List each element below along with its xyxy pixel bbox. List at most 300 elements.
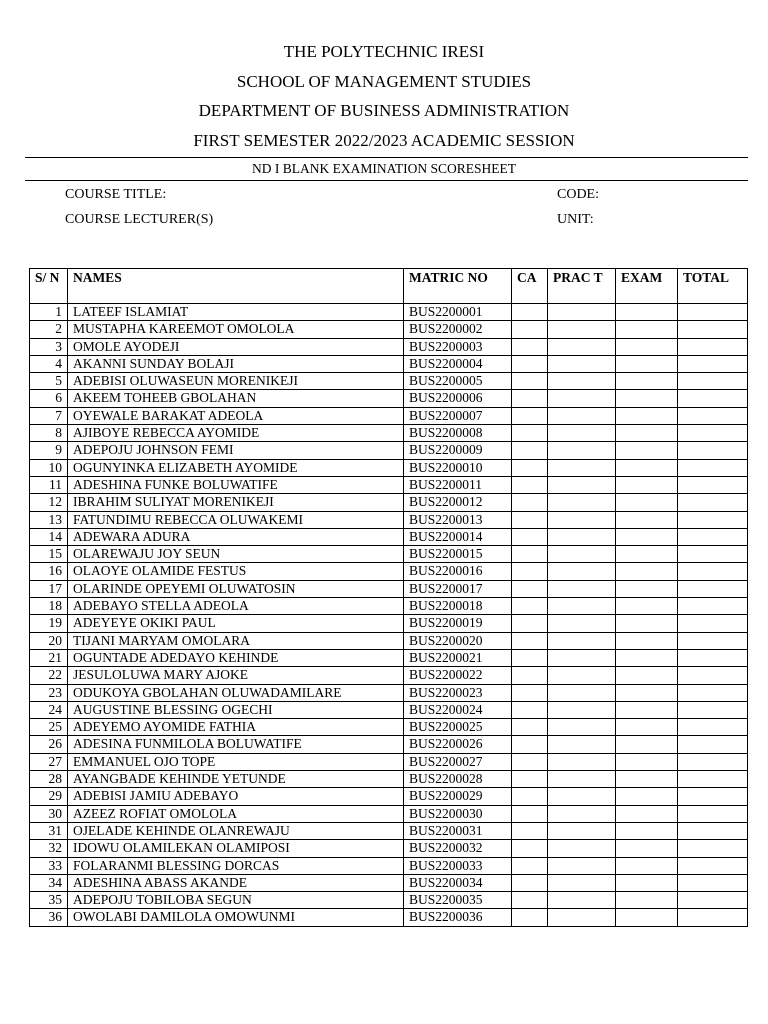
pract-score-cell[interactable] [548,407,616,424]
ca-score-cell[interactable] [512,615,548,632]
total-score-cell[interactable] [678,425,748,442]
total-score-cell[interactable] [678,788,748,805]
matric-cell: BUS2200012 [404,494,512,511]
exam-score-cell[interactable] [616,771,678,788]
exam-score-cell[interactable] [616,511,678,528]
pract-score-cell[interactable] [548,701,616,718]
total-score-cell[interactable] [678,874,748,891]
table-row [30,563,748,580]
department-name: DEPARTMENT OF BUSINESS ADMINISTRATION [198,101,570,120]
ca-score-cell[interactable] [512,476,548,493]
school-name: SCHOOL OF MANAGEMENT STUDIES [236,72,532,91]
table-row [30,701,748,718]
sn-cell: 14 [30,528,68,545]
total-score-cell[interactable] [678,615,748,632]
sn-cell: 1 [30,304,68,321]
pract-score-cell[interactable] [548,736,616,753]
table-row [30,874,748,891]
top-divider [25,157,748,158]
total-score-cell[interactable] [678,321,748,338]
pract-score-cell[interactable] [548,857,616,874]
sn-cell: 30 [30,805,68,822]
ca-score-cell[interactable] [512,459,548,476]
ca-score-cell[interactable] [512,355,548,372]
exam-score-cell[interactable] [616,632,678,649]
exam-score-cell[interactable] [616,407,678,424]
total-score-cell[interactable] [678,355,748,372]
total-score-cell[interactable] [678,563,748,580]
exam-score-cell[interactable] [616,494,678,511]
table-row [30,580,748,597]
matric-cell: BUS2200009 [404,442,512,459]
total-score-cell[interactable] [678,667,748,684]
pract-score-cell[interactable] [548,321,616,338]
ca-score-cell[interactable] [512,701,548,718]
sn-cell: 33 [30,857,68,874]
sn-cell: 22 [30,667,68,684]
table-row [30,892,748,909]
name-cell: FOLARANMI BLESSING DORCAS [68,857,404,874]
name-cell: JESULOLUWA MARY AJOKE [68,667,404,684]
pract-score-cell[interactable] [548,442,616,459]
total-score-cell[interactable] [678,771,748,788]
matric-cell: BUS2200017 [404,580,512,597]
sn-cell: 4 [30,355,68,372]
name-cell: OLARINDE OPEYEMI OLUWATOSIN [68,580,404,597]
name-cell: FATUNDIMU REBECCA OLUWAKEMI [68,511,404,528]
sn-cell: 27 [30,753,68,770]
name-cell: OJELADE KEHINDE OLANREWAJU [68,822,404,839]
pract-score-cell[interactable] [548,563,616,580]
name-cell: ADEPOJU TOBILOBA SEGUN [68,892,404,909]
name-cell: IBRAHIM SULIYAT MORENIKEJI [68,494,404,511]
sn-cell: 15 [30,546,68,563]
total-score-cell[interactable] [678,892,748,909]
pract-score-cell[interactable] [548,459,616,476]
name-cell: ADEYEYE OKIKI PAUL [68,615,404,632]
pract-score-cell[interactable] [548,874,616,891]
name-cell: LATEEF ISLAMIAT [68,304,404,321]
table-row [30,459,748,476]
sn-cell: 24 [30,701,68,718]
matric-cell: BUS2200026 [404,736,512,753]
pract-score-cell[interactable] [548,580,616,597]
pract-score-cell[interactable] [548,355,616,372]
ca-score-cell[interactable] [512,822,548,839]
matric-cell: BUS2200010 [404,459,512,476]
exam-score-cell[interactable] [616,390,678,407]
total-score-cell[interactable] [678,304,748,321]
exam-score-cell[interactable] [616,805,678,822]
matric-cell: BUS2200023 [404,684,512,701]
exam-score-cell[interactable] [616,321,678,338]
sn-cell: 2 [30,321,68,338]
pract-score-cell[interactable] [548,528,616,545]
matric-cell: BUS2200003 [404,338,512,355]
sn-cell: 32 [30,840,68,857]
total-score-cell[interactable] [678,719,748,736]
sn-cell: 18 [30,598,68,615]
name-cell: AKEEM TOHEEB GBOLAHAN [68,390,404,407]
code-label: CODE: [557,187,599,202]
exam-score-cell[interactable] [616,719,678,736]
total-score-cell[interactable] [678,546,748,563]
matric-cell: BUS2200014 [404,528,512,545]
matric-cell: BUS2200029 [404,788,512,805]
matric-cell: BUS2200033 [404,857,512,874]
total-score-cell[interactable] [678,442,748,459]
name-cell: AUGUSTINE BLESSING OGECHI [68,701,404,718]
ca-score-cell[interactable] [512,580,548,597]
ca-score-cell[interactable] [512,511,548,528]
matric-cell: BUS2200015 [404,546,512,563]
table-row [30,615,748,632]
ca-score-cell[interactable] [512,321,548,338]
table-row [30,373,748,390]
table-row [30,736,748,753]
name-cell: ADEBISI OLUWASEUN MORENIKEJI [68,373,404,390]
total-score-cell[interactable] [678,857,748,874]
name-cell: ADESHINA ABASS AKANDE [68,874,404,891]
ca-score-cell[interactable] [512,407,548,424]
exam-score-cell[interactable] [616,684,678,701]
pract-score-cell[interactable] [548,892,616,909]
pract-score-cell[interactable] [548,753,616,770]
pract-score-cell[interactable] [548,667,616,684]
matric-cell: BUS2200025 [404,719,512,736]
name-cell: OGUNTADE ADEDAYO KEHINDE [68,649,404,666]
sheet-title: ND I BLANK EXAMINATION SCORESHEET [252,161,516,176]
ca-score-cell[interactable] [512,338,548,355]
exam-score-cell[interactable] [616,892,678,909]
exam-score-cell[interactable] [616,736,678,753]
table-row [30,788,748,805]
ca-score-cell[interactable] [512,373,548,390]
name-cell: TIJANI MARYAM OMOLARA [68,632,404,649]
table-row [30,857,748,874]
total-score-cell[interactable] [678,407,748,424]
table-row [30,771,748,788]
total-score-cell[interactable] [678,632,748,649]
course-lecturer-label: COURSE LECTURER(S) [65,212,214,227]
name-cell: AJIBOYE REBECCA AYOMIDE [68,425,404,442]
matric-cell: BUS2200024 [404,701,512,718]
table-row [30,598,748,615]
table-row [30,442,748,459]
name-cell: ADEPOJU JOHNSON FEMI [68,442,404,459]
exam-score-cell[interactable] [616,667,678,684]
exam-score-cell[interactable] [616,528,678,545]
ca-score-cell[interactable] [512,736,548,753]
name-cell: ADEWARA ADURA [68,528,404,545]
exam-score-cell[interactable] [616,753,678,770]
total-score-cell[interactable] [678,373,748,390]
pract-score-cell[interactable] [548,788,616,805]
matric-cell: BUS2200028 [404,771,512,788]
table-row [30,494,748,511]
table-header-row [30,269,748,304]
total-score-cell[interactable] [678,805,748,822]
matric-cell: BUS2200008 [404,425,512,442]
matric-cell: BUS2200007 [404,407,512,424]
table-row [30,407,748,424]
ca-score-cell[interactable] [512,563,548,580]
exam-score-cell[interactable] [616,546,678,563]
ca-score-cell[interactable] [512,753,548,770]
ca-score-cell[interactable] [512,667,548,684]
exam-score-cell[interactable] [616,304,678,321]
matric-cell: BUS2200035 [404,892,512,909]
ca-score-cell[interactable] [512,909,548,926]
table-row [30,909,748,926]
exam-score-cell[interactable] [616,580,678,597]
name-cell: OLAOYE OLAMIDE FESTUS [68,563,404,580]
sn-cell: 23 [30,684,68,701]
unit-label: UNIT: [557,212,594,227]
name-cell: OGUNYINKA ELIZABETH AYOMIDE [68,459,404,476]
bottom-divider [25,180,748,181]
name-cell: OYEWALE BARAKAT ADEOLA [68,407,404,424]
course-title-label: COURSE TITLE: [65,187,167,202]
exam-score-cell[interactable] [616,788,678,805]
total-score-cell[interactable] [678,459,748,476]
table-row [30,667,748,684]
ca-score-cell[interactable] [512,598,548,615]
total-score-cell[interactable] [678,753,748,770]
pract-score-cell[interactable] [548,840,616,857]
name-cell: AYANGBADE KEHINDE YETUNDE [68,771,404,788]
pract-score-cell[interactable] [548,649,616,666]
table-row [30,528,748,545]
exam-score-cell[interactable] [616,874,678,891]
ca-score-cell[interactable] [512,684,548,701]
total-score-cell[interactable] [678,511,748,528]
exam-score-cell[interactable] [616,459,678,476]
name-cell: ADEYEMO AYOMIDE FATHIA [68,719,404,736]
total-score-cell[interactable] [678,338,748,355]
ca-score-cell[interactable] [512,425,548,442]
exam-score-cell[interactable] [616,355,678,372]
ca-score-cell[interactable] [512,874,548,891]
pract-score-cell[interactable] [548,476,616,493]
pract-score-cell[interactable] [548,304,616,321]
sn-cell: 16 [30,563,68,580]
table-row [30,805,748,822]
matric-cell: BUS2200032 [404,840,512,857]
sn-cell: 3 [30,338,68,355]
exam-score-cell[interactable] [616,598,678,615]
pract-score-cell[interactable] [548,494,616,511]
pract-score-cell[interactable] [548,805,616,822]
name-cell: ADEBISI JAMIU ADEBAYO [68,788,404,805]
table-row [30,390,748,407]
name-cell: EMMANUEL OJO TOPE [68,753,404,770]
sn-cell: 12 [30,494,68,511]
name-cell: OLAREWAJU JOY SEUN [68,546,404,563]
sn-cell: 7 [30,407,68,424]
sn-cell: 13 [30,511,68,528]
pract-score-cell[interactable] [548,771,616,788]
exam-score-cell[interactable] [616,822,678,839]
name-cell: AZEEZ ROFIAT OMOLOLA [68,805,404,822]
pract-score-cell[interactable] [548,909,616,926]
sn-cell: 34 [30,874,68,891]
matric-cell: BUS2200022 [404,667,512,684]
table-row [30,304,748,321]
ca-score-cell[interactable] [512,649,548,666]
name-cell: ADESINA FUNMILOLA BOLUWATIFE [68,736,404,753]
name-cell: ADEBAYO STELLA ADEOLA [68,598,404,615]
sn-cell: 36 [30,909,68,926]
table-row [30,511,748,528]
total-score-cell[interactable] [678,528,748,545]
matric-cell: BUS2200002 [404,321,512,338]
exam-score-cell[interactable] [616,857,678,874]
pract-score-cell[interactable] [548,390,616,407]
sn-cell: 35 [30,892,68,909]
name-cell: OWOLABI DAMILOLA OMOWUNMI [68,909,404,926]
table-row [30,476,748,493]
matric-cell: BUS2200004 [404,355,512,372]
matric-cell: BUS2200030 [404,805,512,822]
table-row [30,546,748,563]
total-score-cell[interactable] [678,840,748,857]
pract-score-cell[interactable] [548,373,616,390]
total-score-cell[interactable] [678,649,748,666]
ca-score-cell[interactable] [512,719,548,736]
ca-score-cell[interactable] [512,442,548,459]
ca-score-cell[interactable] [512,390,548,407]
total-score-cell[interactable] [678,684,748,701]
exam-score-cell[interactable] [616,425,678,442]
ca-score-cell[interactable] [512,771,548,788]
matric-cell: BUS2200027 [404,753,512,770]
pract-score-cell[interactable] [548,822,616,839]
matric-cell: BUS2200019 [404,615,512,632]
matric-cell: BUS2200018 [404,598,512,615]
matric-cell: BUS2200006 [404,390,512,407]
sn-cell: 26 [30,736,68,753]
total-score-cell[interactable] [678,822,748,839]
total-header: TOTAL [678,269,748,304]
table-row [30,822,748,839]
ca-score-cell[interactable] [512,857,548,874]
ca-score-cell[interactable] [512,304,548,321]
matric-cell: BUS2200013 [404,511,512,528]
table-row [30,684,748,701]
table-row [30,338,748,355]
matric-cell: BUS2200011 [404,476,512,493]
matric-cell: BUS2200005 [404,373,512,390]
pract-score-cell[interactable] [548,684,616,701]
exam-score-cell[interactable] [616,840,678,857]
institution-name: THE POLYTECHNIC IRESI [283,42,485,61]
ca-score-cell[interactable] [512,632,548,649]
exam-score-cell[interactable] [616,909,678,926]
total-score-cell[interactable] [678,598,748,615]
total-score-cell[interactable] [678,909,748,926]
exam-score-cell[interactable] [616,615,678,632]
ca-header: CA [512,269,548,304]
ca-score-cell[interactable] [512,494,548,511]
name-cell: ODUKOYA GBOLAHAN OLUWADAMILARE [68,684,404,701]
exam-header: EXAM [616,269,678,304]
score-table-body [30,304,748,927]
name-cell: AKANNI SUNDAY BOLAJI [68,355,404,372]
matric-header: MATRIC NO [404,269,512,304]
sn-cell: 10 [30,459,68,476]
pract-score-cell[interactable] [548,511,616,528]
sn-cell: 19 [30,615,68,632]
total-score-cell[interactable] [678,701,748,718]
ca-score-cell[interactable] [512,546,548,563]
pract-score-cell[interactable] [548,338,616,355]
pract-score-cell[interactable] [548,546,616,563]
ca-score-cell[interactable] [512,528,548,545]
total-score-cell[interactable] [678,476,748,493]
table-row [30,321,748,338]
pract-score-cell[interactable] [548,615,616,632]
total-score-cell[interactable] [678,580,748,597]
matric-cell: BUS2200034 [404,874,512,891]
ca-score-cell[interactable] [512,788,548,805]
exam-score-cell[interactable] [616,476,678,493]
names-header: NAMES [68,269,404,304]
ca-score-cell[interactable] [512,840,548,857]
sn-cell: 5 [30,373,68,390]
table-row [30,632,748,649]
sn-cell: 8 [30,425,68,442]
pract-score-cell[interactable] [548,425,616,442]
exam-score-cell[interactable] [616,338,678,355]
sn-cell: 6 [30,390,68,407]
name-cell: IDOWU OLAMILEKAN OLAMIPOSI [68,840,404,857]
matric-cell: BUS2200020 [404,632,512,649]
table-row [30,753,748,770]
table-row [30,649,748,666]
total-score-cell[interactable] [678,390,748,407]
exam-score-cell[interactable] [616,442,678,459]
sn-cell: 9 [30,442,68,459]
table-row [30,355,748,372]
total-score-cell[interactable] [678,736,748,753]
exam-score-cell[interactable] [616,649,678,666]
matric-cell: BUS2200031 [404,822,512,839]
sn-cell: 31 [30,822,68,839]
exam-score-cell[interactable] [616,563,678,580]
total-score-cell[interactable] [678,494,748,511]
score-table [29,268,748,927]
sn-cell: 17 [30,580,68,597]
pract-score-cell[interactable] [548,719,616,736]
ca-score-cell[interactable] [512,805,548,822]
pract-score-cell[interactable] [548,598,616,615]
sn-cell: 28 [30,771,68,788]
sn-cell: 21 [30,649,68,666]
table-row [30,425,748,442]
exam-score-cell[interactable] [616,701,678,718]
pract-header: PRAC T [548,269,616,304]
exam-score-cell[interactable] [616,373,678,390]
ca-score-cell[interactable] [512,892,548,909]
pract-score-cell[interactable] [548,632,616,649]
session-title: FIRST SEMESTER 2022/2023 ACADEMIC SESSION [193,131,575,150]
name-cell: MUSTAPHA KAREEMOT OMOLOLA [68,321,404,338]
table-row [30,840,748,857]
sn-header: S/ N [30,269,68,304]
sn-cell: 11 [30,476,68,493]
sn-cell: 29 [30,788,68,805]
